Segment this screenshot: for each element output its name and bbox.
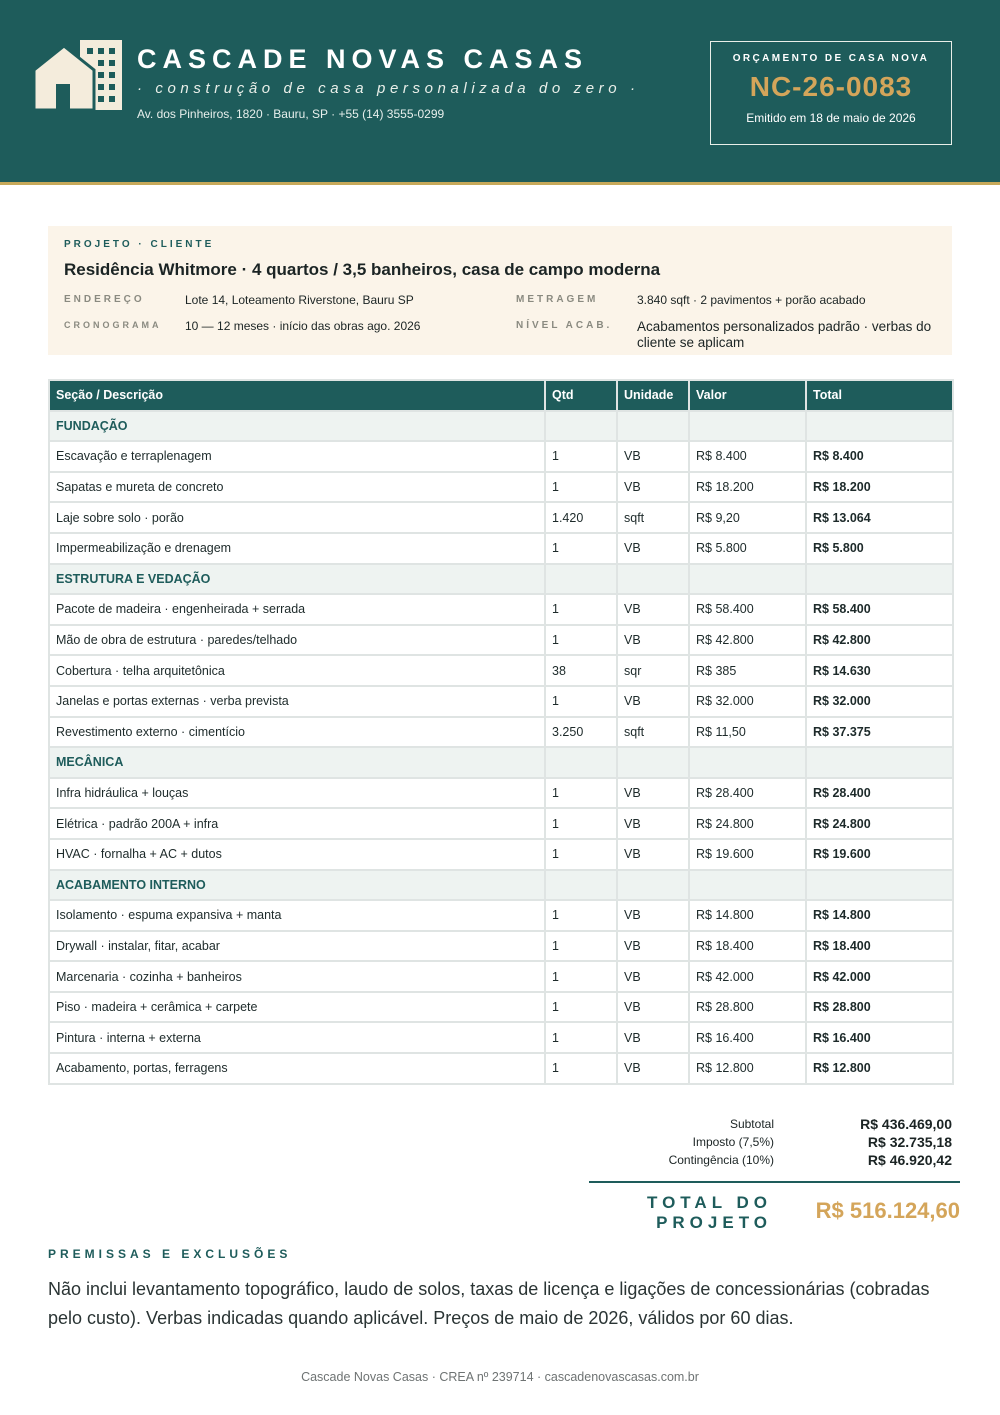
- cell-unit: VB: [617, 1022, 689, 1053]
- col-header-unit: Unidade: [617, 380, 689, 411]
- table-row: [49, 1022, 953, 1053]
- cell-qty: 1: [545, 686, 617, 717]
- cell-unit: sqft: [617, 717, 689, 748]
- table-row: [49, 686, 953, 717]
- cell-unit: VB: [617, 839, 689, 870]
- section-row: [49, 564, 953, 595]
- project-info-box: [48, 226, 952, 355]
- header-banner: [0, 0, 1000, 185]
- address-value: Lote 14, Loteamento Riverstone, Bauru SP: [185, 293, 414, 307]
- finish-level-value: Acabamentos personalizados padrão · verbas do cliente se aplicam: [637, 319, 932, 350]
- section-row: [49, 747, 953, 778]
- col-header-price: Valor: [689, 380, 806, 411]
- cell-price: R$ 24.800: [689, 808, 806, 839]
- table-row: [49, 900, 953, 931]
- cell-description: Escavação e terraplenagem: [49, 441, 545, 472]
- cell-total: R$ 13.064: [806, 502, 953, 533]
- cell-description: Elétrica · padrão 200A + infra: [49, 808, 545, 839]
- cell-qty: 38: [545, 655, 617, 686]
- section-empty-cell: [806, 411, 953, 442]
- cell-description: Mão de obra de estrutura · paredes/telhado: [49, 625, 545, 656]
- cell-price: R$ 19.600: [689, 839, 806, 870]
- cell-qty: 1.420: [545, 502, 617, 533]
- quote-number: NC-26-0083: [749, 71, 913, 102]
- cell-total: R$ 12.800: [806, 1053, 953, 1084]
- col-header-qty: Qtd: [545, 380, 617, 411]
- brand-name: CASCADE NOVAS CASAS: [137, 44, 589, 74]
- company-address: Av. dos Pinheiros, 1820 · Bauru, SP · +55 (14) 3555-0299: [137, 107, 445, 121]
- section-row: [49, 870, 953, 901]
- cell-description: Piso · madeira + cerâmica + carpete: [49, 992, 545, 1023]
- cell-unit: VB: [617, 931, 689, 962]
- schedule-value: 10 — 12 meses · início das obras ago. 2026: [185, 319, 421, 333]
- cell-total: R$ 8.400: [806, 441, 953, 472]
- cell-unit: VB: [617, 625, 689, 656]
- cell-unit: VB: [617, 472, 689, 503]
- cell-description: Impermeabilização e drenagem: [49, 533, 545, 564]
- cell-description: Marcenaria · cozinha + banheiros: [49, 961, 545, 992]
- section-title: ACABAMENTO INTERNO: [49, 870, 545, 901]
- cell-price: R$ 18.400: [689, 931, 806, 962]
- table-row: [49, 931, 953, 962]
- table-row: [49, 594, 953, 625]
- cell-total: R$ 58.400: [806, 594, 953, 625]
- cell-unit: VB: [617, 533, 689, 564]
- table-row: [49, 992, 953, 1023]
- cell-price: R$ 9,20: [689, 502, 806, 533]
- cell-description: Janelas e portas externas · verba prevista: [49, 686, 545, 717]
- table-row: [49, 533, 953, 564]
- cell-unit: VB: [617, 992, 689, 1023]
- cell-qty: 3.250: [545, 717, 617, 748]
- section-empty-cell: [806, 747, 953, 778]
- cell-total: R$ 19.600: [806, 839, 953, 870]
- table-body: [49, 411, 953, 1084]
- cell-description: Laje sobre solo · porão: [49, 502, 545, 533]
- cell-description: Pintura · interna + externa: [49, 1022, 545, 1053]
- cell-qty: 1: [545, 900, 617, 931]
- cell-unit: VB: [617, 778, 689, 809]
- cell-price: R$ 18.200: [689, 472, 806, 503]
- table-row: [49, 502, 953, 533]
- cell-qty: 1: [545, 839, 617, 870]
- cell-price: R$ 12.800: [689, 1053, 806, 1084]
- table-row: [49, 655, 953, 686]
- cell-price: R$ 42.800: [689, 625, 806, 656]
- area-value: 3.840 sqft · 2 pavimentos + porão acabado: [637, 293, 866, 307]
- cell-description: Isolamento · espuma expansiva + manta: [49, 900, 545, 931]
- section-empty-cell: [617, 411, 689, 442]
- cell-description: Revestimento externo · cimentício: [49, 717, 545, 748]
- section-empty-cell: [545, 747, 617, 778]
- cell-price: R$ 42.000: [689, 961, 806, 992]
- section-empty-cell: [689, 870, 806, 901]
- cell-price: R$ 28.400: [689, 778, 806, 809]
- cost-table: [48, 379, 952, 1085]
- cell-total: R$ 32.000: [806, 686, 953, 717]
- cell-total: R$ 16.400: [806, 1022, 953, 1053]
- section-title: FUNDAÇÃO: [49, 411, 545, 442]
- cell-qty: 1: [545, 533, 617, 564]
- cell-qty: 1: [545, 778, 617, 809]
- table-row: [49, 839, 953, 870]
- cell-price: R$ 385: [689, 655, 806, 686]
- cell-qty: 1: [545, 961, 617, 992]
- section-empty-cell: [689, 747, 806, 778]
- cell-description: Drywall · instalar, fitar, acabar: [49, 931, 545, 962]
- cell-unit: VB: [617, 961, 689, 992]
- section-empty-cell: [617, 747, 689, 778]
- section-empty-cell: [689, 411, 806, 442]
- table-header-row: [49, 380, 953, 411]
- tax-label: Imposto (7,5%): [692, 1135, 774, 1149]
- cell-total: R$ 37.375: [806, 717, 953, 748]
- cell-qty: 1: [545, 472, 617, 503]
- cell-description: HVAC · fornalha + AC + dutos: [49, 839, 545, 870]
- table-row: [49, 961, 953, 992]
- quote-issued-date: Emitido em 18 de maio de 2026: [746, 111, 916, 125]
- cell-qty: 1: [545, 1053, 617, 1084]
- grand-total-label: TOTAL DO PROJETO: [647, 1193, 772, 1232]
- finish-level-label: NÍVEL ACAB.: [516, 320, 613, 331]
- cell-qty: 1: [545, 625, 617, 656]
- section-empty-cell: [617, 564, 689, 595]
- cell-total: R$ 24.800: [806, 808, 953, 839]
- cell-unit: VB: [617, 594, 689, 625]
- section-empty-cell: [545, 564, 617, 595]
- cell-unit: sqft: [617, 502, 689, 533]
- cell-price: R$ 5.800: [689, 533, 806, 564]
- cell-description: Acabamento, portas, ferragens: [49, 1053, 545, 1084]
- cell-total: R$ 18.400: [806, 931, 953, 962]
- col-header-description: Seção / Descrição: [49, 380, 545, 411]
- cell-unit: sqr: [617, 655, 689, 686]
- quote-label: ORÇAMENTO DE CASA NOVA: [732, 53, 930, 64]
- contingency-value: R$ 46.920,42: [867, 1152, 952, 1168]
- footer: Cascade Novas Casas · CREA nº 239714 · cascadenovascasas.com.br: [301, 1370, 699, 1384]
- section-empty-cell: [617, 870, 689, 901]
- totals-divider: [589, 1181, 960, 1183]
- cell-description: Cobertura · telha arquitetônica: [49, 655, 545, 686]
- schedule-label: CRONOGRAMA: [64, 320, 162, 330]
- cell-total: R$ 42.800: [806, 625, 953, 656]
- cell-description: Pacote de madeira · engenheirada + serrada: [49, 594, 545, 625]
- cell-unit: VB: [617, 686, 689, 717]
- cell-qty: 1: [545, 931, 617, 962]
- address-label: ENDEREÇO: [64, 294, 145, 305]
- notes-title: PREMISSAS E EXCLUSÕES: [48, 1247, 292, 1261]
- cell-price: R$ 11,50: [689, 717, 806, 748]
- cell-qty: 1: [545, 441, 617, 472]
- cell-total: R$ 42.000: [806, 961, 953, 992]
- col-header-total: Total: [806, 380, 953, 411]
- section-empty-cell: [689, 564, 806, 595]
- cell-description: Sapatas e mureta de concreto: [49, 472, 545, 503]
- cell-total: R$ 28.800: [806, 992, 953, 1023]
- notes-text: Não inclui levantamento topográfico, laudo de solos, taxas de licença e ligações de concessionárias (cobradas pelo custo). Verbas indicadas quando aplicável. Preços de maio de 2026, válidos por 60 dias.: [48, 1279, 930, 1328]
- cell-unit: VB: [617, 900, 689, 931]
- cell-total: R$ 14.800: [806, 900, 953, 931]
- section-row: [49, 411, 953, 442]
- cell-price: R$ 32.000: [689, 686, 806, 717]
- cell-unit: VB: [617, 808, 689, 839]
- cell-total: R$ 14.630: [806, 655, 953, 686]
- subtotal-value: R$ 436.469,00: [860, 1116, 952, 1132]
- project-label: PROJETO · CLIENTE: [64, 239, 215, 250]
- cell-total: R$ 5.800: [806, 533, 953, 564]
- cell-qty: 1: [545, 1022, 617, 1053]
- cell-price: R$ 14.800: [689, 900, 806, 931]
- table-row: [49, 472, 953, 503]
- tax-value: R$ 32.735,18: [867, 1134, 952, 1150]
- cell-total: R$ 18.200: [806, 472, 953, 503]
- section-empty-cell: [545, 870, 617, 901]
- cell-description: Infra hidráulica + louças: [49, 778, 545, 809]
- section-empty-cell: [806, 870, 953, 901]
- table-row: [49, 808, 953, 839]
- house-building-icon: [34, 40, 122, 110]
- contingency-label: Contingência (10%): [668, 1153, 774, 1167]
- section-empty-cell: [545, 411, 617, 442]
- table-row: [49, 625, 953, 656]
- cell-qty: 1: [545, 992, 617, 1023]
- area-label: METRAGEM: [516, 294, 599, 305]
- cell-price: R$ 8.400: [689, 441, 806, 472]
- grand-total-value: R$ 516.124,60: [815, 1198, 960, 1223]
- quote-id-box: [710, 41, 952, 145]
- cell-unit: VB: [617, 441, 689, 472]
- brand-tagline: · construção de casa personalizada do zero ·: [137, 80, 640, 97]
- cell-total: R$ 28.400: [806, 778, 953, 809]
- table-row: [49, 717, 953, 748]
- section-title: ESTRUTURA E VEDAÇÃO: [49, 564, 545, 595]
- table-row: [49, 1053, 953, 1084]
- project-title: Residência Whitmore · 4 quartos / 3,5 banheiros, casa de campo moderna: [64, 260, 661, 279]
- cell-unit: VB: [617, 1053, 689, 1084]
- section-empty-cell: [806, 564, 953, 595]
- cell-price: R$ 28.800: [689, 992, 806, 1023]
- cell-price: R$ 58.400: [689, 594, 806, 625]
- subtotal-label: Subtotal: [729, 1117, 774, 1131]
- table-row: [49, 441, 953, 472]
- cell-qty: 1: [545, 808, 617, 839]
- cell-qty: 1: [545, 594, 617, 625]
- cell-price: R$ 16.400: [689, 1022, 806, 1053]
- section-title: MECÂNICA: [49, 747, 545, 778]
- table-row: [49, 778, 953, 809]
